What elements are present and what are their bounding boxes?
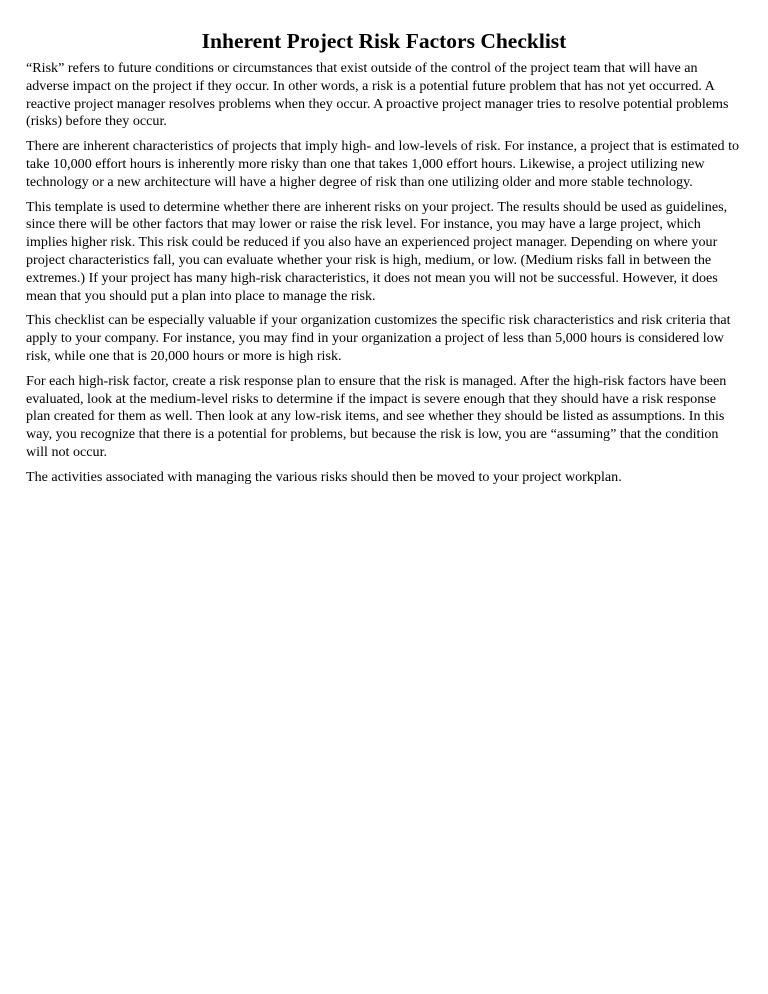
paragraph-risk-definition: “Risk” refers to future conditions or circumstances that exist outside of the control of the project team that will have an adverse impact on the project if they occur. In other words, a risk is a potential future problem that has not yet occurred. A reactive project manager resolves problems when they occur. A proactive project manager tries to resolve potential problems (risks) before they occur. bbox=[26, 60, 729, 130]
paragraph-template-usage: This template is used to determine whether there are inherent risks on your project. The results should be used as guidelines, since there will be other factors that may lower or raise the risk level. For instance, you may have a large project, which implies higher risk. This risk could be reduced if you also have an experienced project manager. Depending on where your project characteristics fall, you can evaluate whether your risk is high, medium, or low. (Medium risks fall in between the extremes.) If your project has many high-risk characteristics, it does not mean you will not be successful. However, it does mean that you should put a plan into place to manage the risk. bbox=[26, 198, 728, 304]
paragraph-workplan: The activities associated with managing the various risks should then be moved to your project workplan. bbox=[26, 468, 622, 485]
document-title: Inherent Project Risk Factors Checklist bbox=[201, 29, 567, 53]
paragraph-checklist-customization: This checklist can be especially valuable if your organization customizes the specific risk characteristics and risk criteria that apply to your company. For instance, you may find in your organization a project of less than 5,000 hours is considered low risk, while one that is 20,000 hours or more is high risk. bbox=[26, 312, 731, 364]
paragraph-inherent-characteristics: There are inherent characteristics of projects that imply high- and low-levels of risk. For instance, a project that is estimated to take 10,000 effort hours is inherently more risky than one that takes 1,000 effort hours. Likewise, a project utilizing new technology or a new architecture will have a higher degree of risk than one utilizing older and more stable technology. bbox=[26, 138, 740, 190]
paragraph-risk-response: For each high-risk factor, create a risk response plan to ensure that the risk is managed. After the high-risk factors have been evaluated, look at the medium-level risks to determine if the impact is severe enough that they should have a risk response plan created for them as well. Then look at any low-risk items, and see whether they should be listed as assumptions. In this way, you recognize that there is a potential for problems, but because the risk is low, you are “assuming” that the condition will not occur. bbox=[26, 372, 727, 460]
